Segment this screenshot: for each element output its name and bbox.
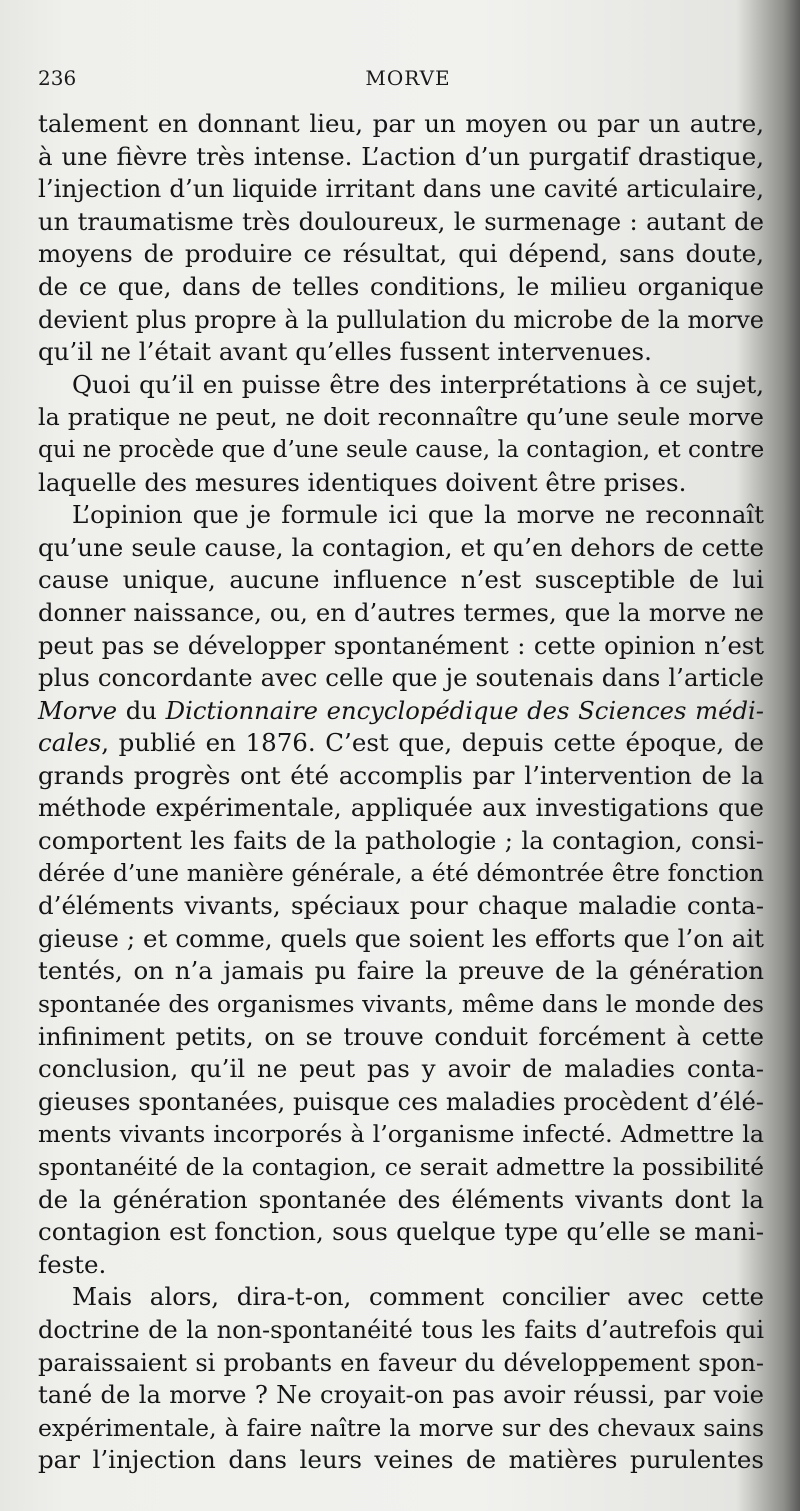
text-line: devient plus propre à la pullulation du microbe de la morve xyxy=(38,305,764,334)
text-line: cales, publié en 1876. C’est que, depuis cette époque, de xyxy=(38,728,764,758)
text-line: d’éléments vivants, spéciaux pour chaque maladie conta- xyxy=(38,891,764,921)
text-line: grands progrès ont été accomplis par l’intervention de la xyxy=(38,760,764,790)
text-line: spontanée des organismes vivants, même dans le monde des xyxy=(38,990,764,1019)
text-line: l’injection d’un liquide irritant dans une cavité articulaire, xyxy=(38,174,764,204)
text-line: L’opinion que je formule ici que la morve ne reconnaît xyxy=(72,500,764,530)
text-line: donner naissance, ou, en d’autres termes, que la morve ne xyxy=(38,597,764,627)
text-line: spontanéité de la contagion, ce serait admettre la possibilité xyxy=(38,1153,764,1181)
text-line: talement en donnant lieu, par un moyen ou par un autre, xyxy=(38,109,764,138)
text-line: peut pas se développer spontanément : cette opinion n’est xyxy=(38,630,764,660)
text-line: infiniment petits, on se trouve conduit forcément à cette xyxy=(38,1021,764,1051)
page-number: 236 xyxy=(38,66,77,90)
text-line: à une fièvre très intense. L’action d’un purgatif drastique, xyxy=(38,141,764,171)
text-line: comportent les faits de la pathologie ; la contagion, consi- xyxy=(38,826,764,856)
text-line: la pratique ne peut, ne doit reconnaître qu’une seule morve xyxy=(38,403,764,432)
text-line: Mais alors, dira-t-on, comment concilier avec cette xyxy=(72,1282,764,1312)
text-line: feste. xyxy=(38,1249,107,1279)
text-line: méthode expérimentale, appliquée aux investigations que xyxy=(38,793,764,823)
text-line: gieuses spontanées, puisque ces maladies procèdent d’élé- xyxy=(38,1086,764,1116)
italic-title: Dictionnaire encyclopédique des Sciences médi- xyxy=(165,695,765,725)
text-line: expérimentale, à faire naître la morve sur des chevaux sains xyxy=(38,1413,764,1442)
text-line: un traumatisme très douloureux, le surmenage : autant de xyxy=(38,206,764,236)
running-head: MORVE xyxy=(365,66,451,90)
text-line: laquelle des mesures identiques doivent être prises. xyxy=(38,467,687,497)
text-line: Quoi qu’il en puisse être des interprétations à ce sujet, xyxy=(72,369,764,399)
text-line: Morve du Dictionnaire encyclopédique des Sciences médi- xyxy=(38,695,765,725)
text-line: conclusion, qu’il ne peut pas y avoir de maladies conta- xyxy=(38,1054,764,1084)
italic-title: Morve xyxy=(38,695,118,725)
text-line: tentés, on n’a jamais pu faire la preuve de la génération xyxy=(38,956,764,986)
page-header xyxy=(38,66,758,96)
text-line: tané de la morve ? Ne croyait-on pas avoir réussi, par voie xyxy=(38,1380,764,1410)
text-line: dérée d’une manière générale, a été démontrée être fonction xyxy=(38,859,764,887)
text-line: plus concordante avec celle que je soutenais dans l’article xyxy=(38,663,764,693)
text-line: gieuse ; et comme, quels que soient les efforts que l’on ait xyxy=(38,923,764,953)
body-text xyxy=(38,108,764,1477)
text-line: doctrine de la non-spontanéité tous les faits d’autrefois qui xyxy=(38,1315,764,1344)
text-line: par l’injection dans leurs veines de matières purulentes xyxy=(38,1445,764,1475)
text-line: ments vivants incorporés à l’organisme infecté. Admettre la xyxy=(38,1120,764,1149)
text-line: cause unique, aucune influence n’est susceptible de lui xyxy=(38,565,764,595)
text-line: qu’une seule cause, la contagion, et qu’en dehors de cette xyxy=(38,532,764,562)
text-line: moyens de produire ce résultat, qui dépend, sans doute, xyxy=(38,239,764,269)
italic-title: cales xyxy=(38,728,102,758)
text-line: paraissaient si probants en faveur du développement spon- xyxy=(38,1348,764,1377)
text-line: contagion est fonction, sous quelque type qu’elle se mani- xyxy=(38,1217,764,1247)
text-line: qu’il ne l’était avant qu’elles fussent intervenues. xyxy=(38,337,652,367)
text-line: qui ne procède que d’une seule cause, la contagion, et contre xyxy=(38,435,765,463)
text-line: de la génération spontanée des éléments vivants dont la xyxy=(38,1184,764,1214)
text-line: de ce que, dans de telles conditions, le milieu organique xyxy=(38,271,764,301)
